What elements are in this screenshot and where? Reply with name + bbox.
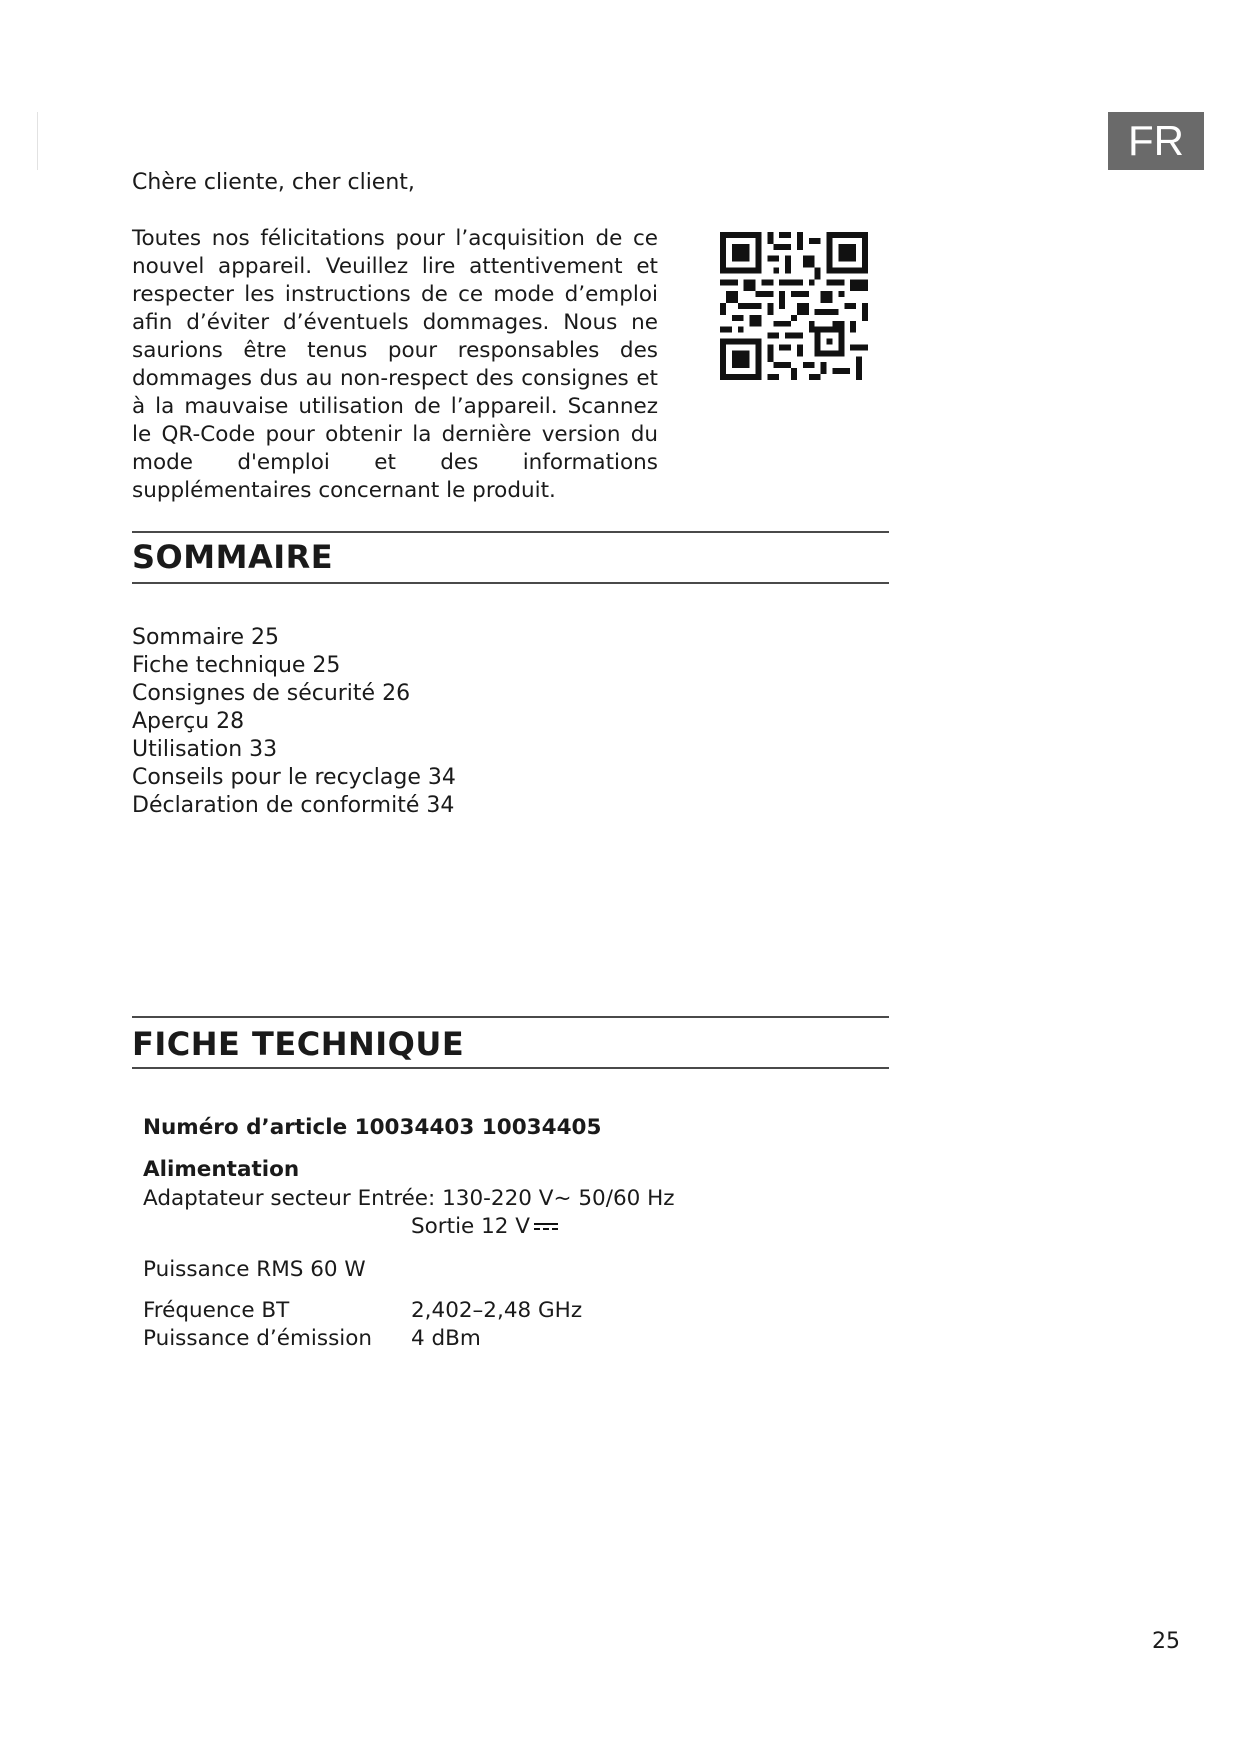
- greeting: Chère cliente, cher client,: [132, 170, 415, 195]
- emission-power-value: 4 dBm: [411, 1326, 481, 1351]
- section-rule: [132, 1016, 889, 1018]
- fiche-technique-title: FICHE TECHNIQUE: [132, 1025, 465, 1063]
- sommaire-title: SOMMAIRE: [132, 538, 334, 576]
- bt-frequency-label: Fréquence BT: [143, 1298, 290, 1323]
- section-rule: [132, 1067, 889, 1069]
- toc-item: Conseils pour le recyclage 34: [132, 765, 456, 790]
- toc-item: Sommaire 25: [132, 625, 279, 650]
- section-rule: [132, 582, 889, 584]
- margin-line: [37, 112, 38, 170]
- adapter-label: [143, 1186, 675, 1211]
- toc-item: Aperçu 28: [132, 709, 245, 734]
- article-number: Numéro d’article 10034403 10034405: [143, 1115, 602, 1140]
- language-tab: FR: [1108, 112, 1204, 170]
- toc-item: Utilisation 33: [132, 737, 278, 762]
- toc-item: Consignes de sécurité 26: [132, 681, 411, 706]
- bt-frequency-value: 2,402–2,48 GHz: [411, 1298, 583, 1323]
- power-rms: Puissance RMS 60 W: [143, 1257, 366, 1282]
- adapter-input-value: 130-220 V~ 50/60 Hz: [442, 1186, 675, 1211]
- toc-item: Fiche technique 25: [132, 653, 341, 678]
- toc-item: Déclaration de conformité 34: [132, 793, 455, 818]
- section-rule: [132, 531, 889, 533]
- dc-symbol-icon: [534, 1222, 558, 1232]
- adapter-input-label: Adaptateur secteur Entrée:: [143, 1186, 436, 1211]
- page-number: 25: [1152, 1629, 1180, 1654]
- alimentation-label: Alimentation: [143, 1157, 300, 1182]
- emission-power-label: Puissance d’émission: [143, 1326, 373, 1351]
- table-of-contents: [132, 624, 456, 820]
- qr-code: [720, 232, 868, 380]
- adapter-output-value: Sortie 12 V: [411, 1214, 531, 1239]
- intro-paragraph: Toutes nos félicitations pour l’acquisition de ce nouvel appareil. Veuillez lire attentivement et respecter les instructions de ce mode d’emploi afin d’éviter d’éventuels dommages. Nous ne saurions être tenus pour responsables des dommages dus au non-respect des consignes et à la mauvaise utilisation de l’appareil. Scannez le QR-Code pour obtenir la dernière version du mode d'emploi et des informations supplémentaires concernant le produit.: [132, 226, 658, 503]
- adapter-output: [411, 1214, 558, 1239]
